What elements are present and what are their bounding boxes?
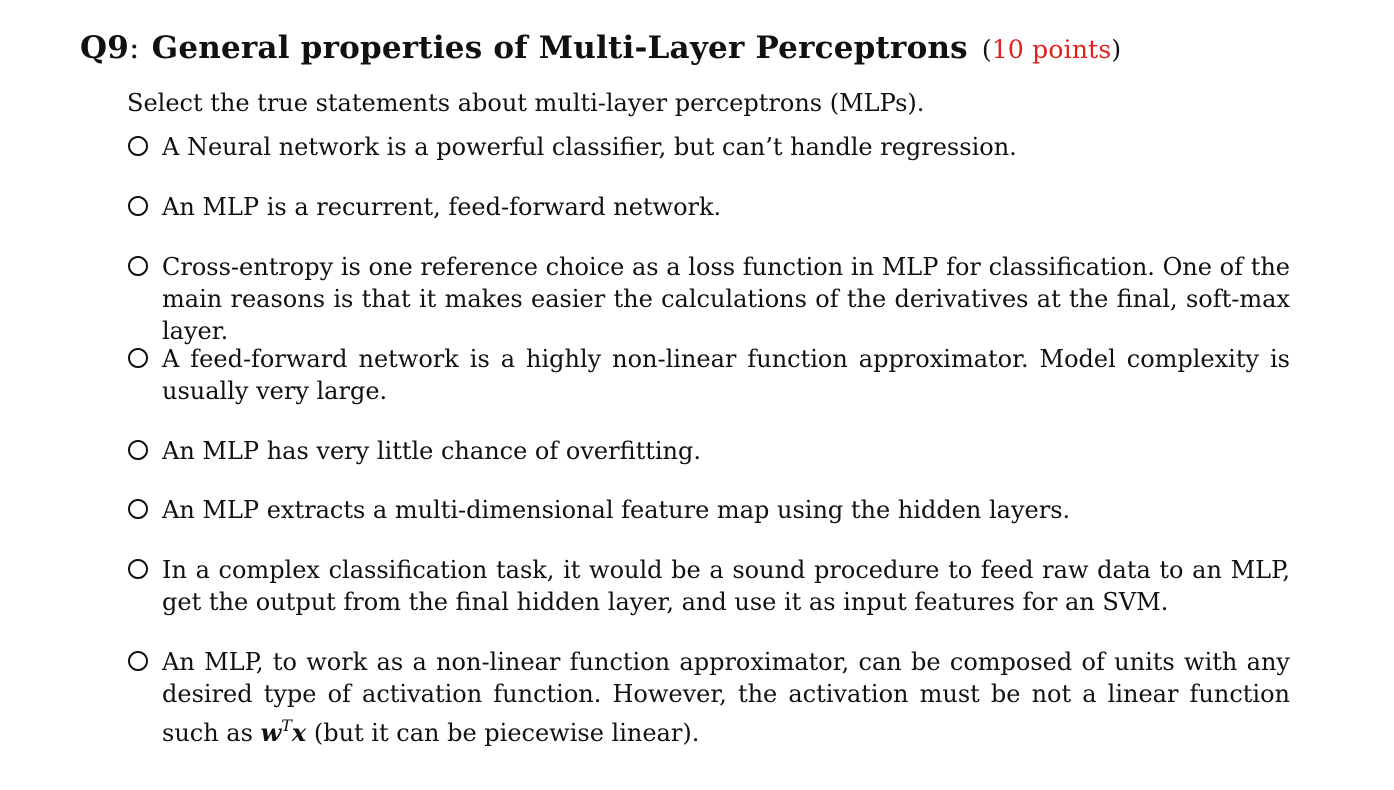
option-3-label: Cross-entropy is one reference choice as a loss function in MLP for classification. One of the main reasons is that it makes easier the calculations of the derivatives at the final, soft-max layer. (162, 253, 1290, 345)
option-8-text-before: An MLP, to work as a non-linear function approximator, can be composed of units with any desired type of activation function. However, the activation must be not a linear function such as (162, 648, 1290, 747)
math-x: x (291, 718, 307, 747)
option-6[interactable] (128, 494, 1290, 526)
math-w: w (260, 718, 282, 747)
math-transpose: T (281, 716, 292, 735)
radio-button-1[interactable] (128, 136, 148, 156)
option-4-label: A feed-forward network is a highly non-linear function approximator. Model complexity is usually very large. (162, 345, 1290, 405)
question-heading: General properties of Multi-Layer Perceptrons (151, 30, 968, 66)
radio-button-2[interactable] (128, 196, 148, 216)
radio-button-4[interactable] (128, 348, 148, 368)
option-7[interactable] (128, 554, 1290, 618)
radio-button-6[interactable] (128, 499, 148, 519)
option-7-label: In a complex classification task, it would be a sound procedure to feed raw data to an MLP, get the output from the final hidden layer, and use it as input features for an SVM. (162, 556, 1290, 616)
option-1-label: A Neural network is a powerful classifier, but can’t handle regression. (162, 133, 1017, 161)
option-2[interactable] (128, 191, 1290, 223)
option-8[interactable] (128, 646, 1290, 749)
points-label: (10 points) (981, 35, 1122, 64)
question-number: Q9 (80, 30, 129, 66)
radio-button-8[interactable] (128, 651, 148, 671)
radio-button-7[interactable] (128, 559, 148, 579)
option-8-label (162, 646, 1290, 749)
question-title (80, 30, 1121, 66)
question-colon: : (128, 30, 140, 66)
option-6-label: An MLP extracts a multi-dimensional feature map using the hidden layers. (162, 496, 1071, 524)
radio-button-3[interactable] (128, 256, 148, 276)
points-value: 10 points (991, 35, 1112, 64)
option-8-text-after: (but it can be piecewise linear). (306, 719, 700, 747)
option-5[interactable] (128, 435, 1290, 467)
option-1[interactable] (128, 131, 1290, 163)
option-3[interactable] (128, 251, 1290, 347)
radio-button-5[interactable] (128, 440, 148, 460)
option-5-label: An MLP has very little chance of overfitting. (162, 437, 701, 465)
option-2-label: An MLP is a recurrent, feed-forward network. (162, 193, 722, 221)
question-instruction: Select the true statements about multi-layer perceptrons (MLPs). (127, 89, 925, 117)
option-4[interactable] (128, 343, 1290, 407)
